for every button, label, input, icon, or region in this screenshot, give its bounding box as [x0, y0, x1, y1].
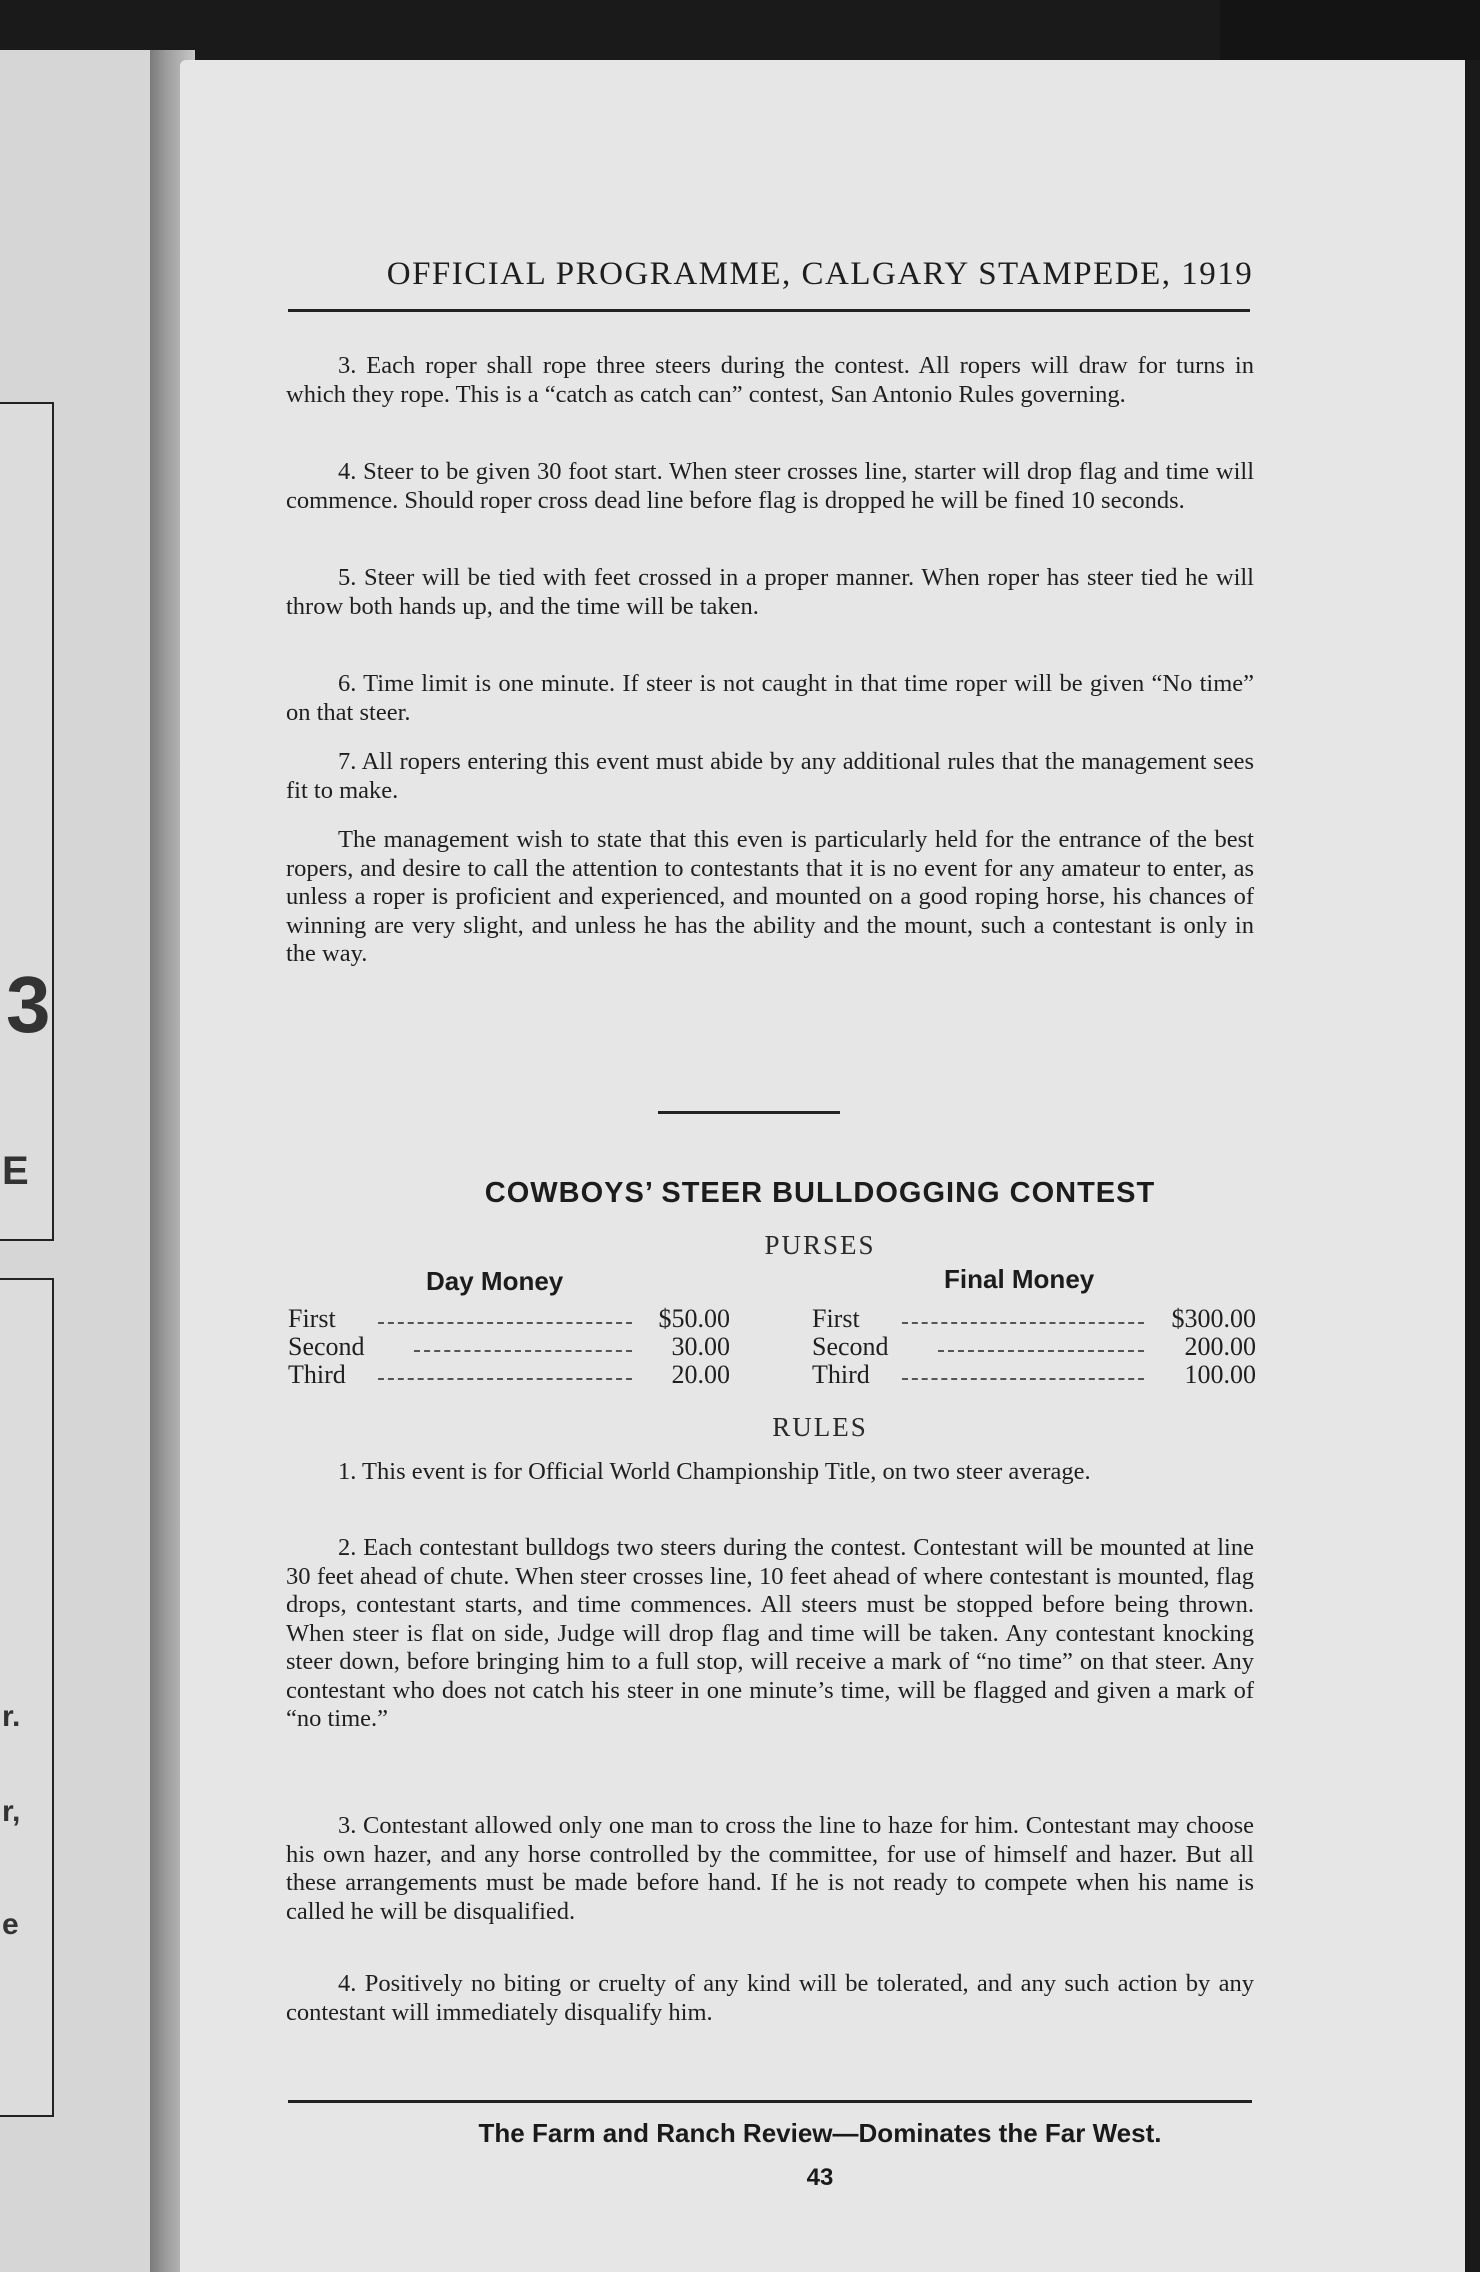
final-money-heading: Final Money — [944, 1264, 1095, 1294]
facing-page-glyph: r. — [2, 1700, 21, 1733]
final-money-row — [812, 1305, 1256, 1333]
final-money-row — [812, 1333, 1256, 1361]
facing-page-glyph: E — [2, 1149, 29, 1193]
bulldogging-rule-3: 3. Contestant allowed only one man to cross the line to haze for him. Contestant may choose his own hazer, and any horse controlled by the committee, for use of himself and hazer. But all these arrangements must be made before hand. If he is not ready to compete when his name is called he will be disqualified. — [286, 1812, 1254, 1925]
facing-page-glyph: e — [2, 1908, 19, 1941]
day-money-row — [288, 1361, 730, 1389]
place-label: First — [812, 1304, 860, 1333]
roping-rule-7: 7. All ropers entering this event must abide by any additional rules that the management sees fit to make. — [286, 748, 1254, 804]
day-money-row — [288, 1305, 730, 1333]
facing-page-glyph: r, — [2, 1795, 21, 1828]
purse-amount: 30.00 — [671, 1332, 730, 1361]
purse-amount: 20.00 — [671, 1360, 730, 1389]
purse-amount: 100.00 — [1184, 1360, 1256, 1389]
dot-leader — [378, 1378, 632, 1380]
place-label: Second — [288, 1332, 365, 1361]
facing-page-box — [0, 1278, 54, 2117]
scan-background — [1220, 0, 1480, 60]
contest-title: COWBOYS’ STEER BULLDOGGING CONTEST — [484, 1177, 1156, 1209]
dot-leader — [902, 1322, 1144, 1324]
place-label: First — [288, 1304, 336, 1333]
place-label: Second — [812, 1332, 889, 1361]
roping-rule-5: 5. Steer will be tied with feet crossed in a proper manner. When roper has steer tied he will throw both hands up, and the time will be taken. — [286, 564, 1254, 620]
purse-amount: $50.00 — [658, 1304, 730, 1333]
footer-slogan: The Farm and Ranch Review—Dominates the Far West. — [478, 2118, 1162, 2148]
bulldogging-rule-4: 4. Positively no biting or cruelty of any kind will be tolerated, and any such action by any contestant will immediately disqualify him. — [286, 1970, 1254, 2026]
purse-amount: $300.00 — [1171, 1304, 1256, 1333]
bulldogging-rule-2: 2. Each contestant bulldogs two steers during the contest. Contestant will be mounted at line 30 feet ahead of chute. When steer crosses line, 10 feet ahead of where contestant is mounted, flag drops, contestant starts, and time commences. All steers must be stopped before being thrown. When steer is flat on side, Judge will drop flag and time will be taken. Any contestant knocking steer down, before bringing him to a full stop, will receive a mark of “no time” on that steer. Any contestant who does not catch his steer in one minute’s time, will be flagged and given a mark of “no time.” — [286, 1534, 1254, 1732]
rules-heading: RULES — [772, 1412, 868, 1442]
document-page — [180, 60, 1465, 2272]
roping-rule-3: 3. Each roper shall rope three steers during the contest. All ropers will draw for turns in which they rope. This is a “catch as catch can” contest, San Antonio Rules governing. — [286, 352, 1254, 408]
place-label: Third — [812, 1360, 870, 1389]
purse-amount: 200.00 — [1184, 1332, 1256, 1361]
page-number: 43 — [806, 2164, 834, 2191]
place-label: Third — [288, 1360, 346, 1389]
day-money-table — [288, 1305, 730, 1389]
dot-leader — [414, 1350, 632, 1352]
dot-leader — [938, 1350, 1144, 1352]
facing-page — [0, 50, 170, 2272]
final-money-row — [812, 1361, 1256, 1389]
day-money-heading: Day Money — [426, 1266, 564, 1296]
dot-leader — [902, 1378, 1144, 1380]
purses-heading: PURSES — [764, 1230, 876, 1260]
day-money-row — [288, 1333, 730, 1361]
section-divider — [658, 1111, 840, 1114]
bulldogging-rule-1: 1. This event is for Official World Championship Title, on two steer average. — [338, 1458, 1091, 1485]
facing-page-box — [0, 402, 54, 1241]
management-note: The management wish to state that this even is particularly held for the entrance of the best ropers, and desire to call the attention to contestants that it is no event for any amateur to enter, as unless a roper is proficient and experienced, and mounted on a good roping horse, his chances of winning are very slight, and unless he has the ability and the mount, such a contestant is only in the way. — [286, 826, 1254, 967]
roping-rule-6: 6. Time limit is one minute. If steer is not caught in that time roper will be given “No time” on that steer. — [286, 670, 1254, 726]
dot-leader — [378, 1322, 632, 1324]
footer-rule — [288, 2100, 1252, 2103]
final-money-table — [812, 1305, 1256, 1389]
roping-rule-4: 4. Steer to be given 30 foot start. When steer crosses line, starter will drop flag and time will commence. Should roper cross dead line before flag is dropped he will be fined 10 seconds. — [286, 458, 1254, 514]
running-header: OFFICIAL PROGRAMME, CALGARY STAMPEDE, 1919 — [386, 256, 1254, 292]
facing-page-glyph: 3 — [6, 960, 51, 1049]
header-rule — [288, 309, 1250, 312]
